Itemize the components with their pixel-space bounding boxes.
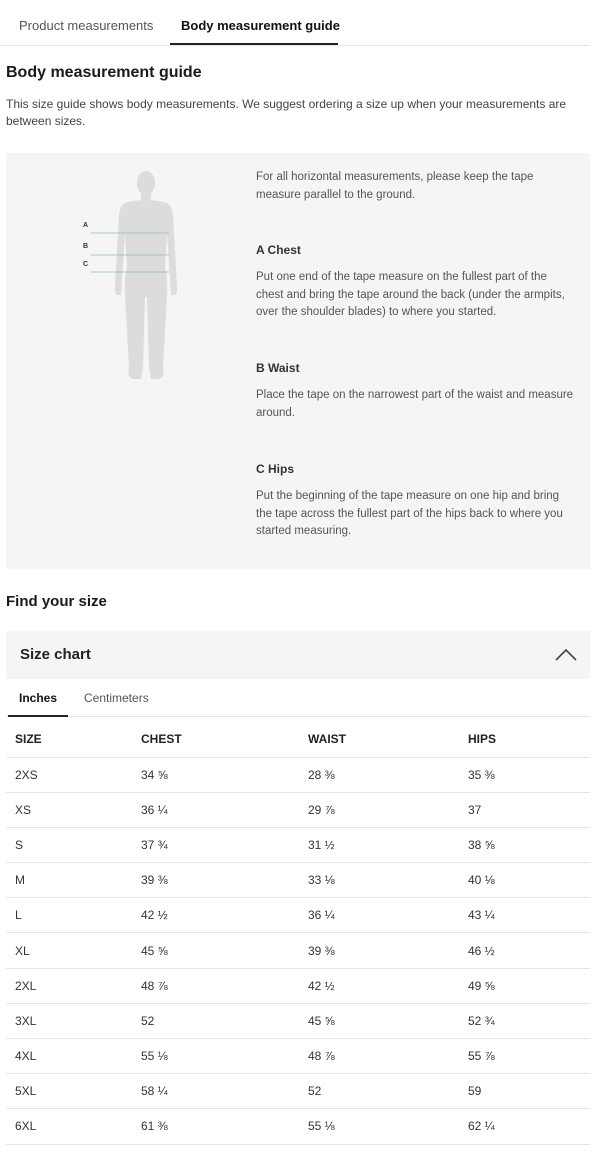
cell-size: 3XL	[6, 1003, 141, 1038]
size-chart-table	[6, 721, 590, 1145]
cell-size: L	[6, 898, 141, 933]
waist-heading: B Waist	[256, 361, 300, 375]
chest-instructions: Put one end of the tape measure on the fullest part of the chest and bring the tape around the back (under the armpits, over the shoulder blades) to where you started.	[256, 271, 565, 318]
cell-chest: 34 ⅝	[141, 757, 308, 792]
cell-hips: 52 ¾	[468, 1003, 590, 1038]
tab-inches[interactable]: Inches	[19, 691, 58, 705]
cell-size: S	[6, 827, 141, 862]
page-title: Body measurement guide	[6, 64, 202, 81]
chest-heading: A Chest	[256, 243, 301, 257]
cell-waist: 29 ⅞	[308, 792, 468, 827]
cell-chest: 42 ½	[141, 898, 308, 933]
table-row	[6, 757, 590, 792]
marker-b: B	[83, 243, 89, 250]
cell-hips: 62 ¼	[468, 1109, 590, 1144]
cell-chest: 39 ⅜	[141, 863, 308, 898]
size-chart-accordion-header[interactable]	[6, 631, 590, 679]
cell-chest: 37 ¾	[141, 827, 308, 862]
marker-c: C	[83, 261, 89, 268]
table-row	[6, 933, 590, 968]
table-header-row	[6, 721, 590, 757]
cell-size: 2XS	[6, 757, 141, 792]
active-tab-indicator	[170, 43, 338, 45]
tab-centimeters[interactable]: Centimeters	[84, 691, 149, 705]
cell-size: 5XL	[6, 1074, 141, 1109]
cell-hips: 59	[468, 1074, 590, 1109]
table-row	[6, 898, 590, 933]
cell-chest: 52	[141, 1003, 308, 1038]
cell-hips: 37	[468, 792, 590, 827]
cell-hips: 55 ⅞	[468, 1039, 590, 1074]
tab-product-measurements[interactable]: Product measurements	[19, 18, 154, 33]
cell-size: XS	[6, 792, 141, 827]
unit-tab-bar	[6, 680, 590, 717]
size-chart-label: Size chart	[20, 646, 91, 663]
header-size: SIZE	[6, 721, 141, 757]
cell-size: M	[6, 863, 141, 898]
cell-size: XL	[6, 933, 141, 968]
cell-chest: 36 ¼	[141, 792, 308, 827]
active-unit-indicator	[8, 715, 68, 717]
cell-hips: 38 ⅝	[468, 827, 590, 862]
header-hips: HIPS	[468, 721, 590, 757]
table-row	[6, 792, 590, 827]
header-waist: WAIST	[308, 721, 468, 757]
cell-waist: 39 ⅜	[308, 933, 468, 968]
cell-hips: 49 ⅝	[468, 968, 590, 1003]
cell-hips: 35 ⅜	[468, 757, 590, 792]
table-row	[6, 827, 590, 862]
waist-instructions: Place the tape on the narrowest part of the waist and measure around.	[256, 389, 574, 419]
table-row	[6, 1074, 590, 1109]
table-row	[6, 968, 590, 1003]
intro-text: This size guide shows body measurements. We suggest ordering a size up when your measurements are between sizes.	[6, 97, 567, 128]
cell-chest: 45 ⅝	[141, 933, 308, 968]
body-figure-illustration	[81, 167, 181, 387]
cell-waist: 33 ⅛	[308, 863, 468, 898]
cell-chest: 55 ⅛	[141, 1039, 308, 1074]
tab-body-measurement-guide[interactable]: Body measurement guide	[181, 18, 340, 33]
chevron-up-icon[interactable]	[554, 648, 578, 662]
hips-heading: C Hips	[256, 462, 295, 476]
top-tab-bar	[0, 0, 590, 46]
marker-a: A	[83, 222, 89, 229]
cell-size: 2XL	[6, 968, 141, 1003]
cell-waist: 36 ¼	[308, 898, 468, 933]
cell-chest: 58 ¼	[141, 1074, 308, 1109]
cell-chest: 61 ⅜	[141, 1109, 308, 1144]
cell-waist: 31 ½	[308, 827, 468, 862]
table-row	[6, 863, 590, 898]
cell-chest: 48 ⅞	[141, 968, 308, 1003]
cell-waist: 52	[308, 1074, 468, 1109]
cell-hips: 40 ⅛	[468, 863, 590, 898]
table-row	[6, 1039, 590, 1074]
table-row	[6, 1109, 590, 1144]
cell-waist: 45 ⅝	[308, 1003, 468, 1038]
guide-intro: For all horizontal measurements, please keep the tape measure parallel to the ground.	[256, 171, 534, 201]
find-size-title: Find your size	[6, 593, 107, 610]
cell-waist: 42 ½	[308, 968, 468, 1003]
cell-waist: 55 ⅛	[308, 1109, 468, 1144]
table-row	[6, 1003, 590, 1038]
header-chest: CHEST	[141, 721, 308, 757]
cell-size: 6XL	[6, 1109, 141, 1144]
hips-instructions: Put the beginning of the tape measure on one hip and bring the tape across the fullest part of the hips back to where you started measuring.	[256, 490, 563, 537]
cell-waist: 28 ⅜	[308, 757, 468, 792]
cell-waist: 48 ⅞	[308, 1039, 468, 1074]
cell-hips: 43 ¼	[468, 898, 590, 933]
cell-hips: 46 ½	[468, 933, 590, 968]
cell-size: 4XL	[6, 1039, 141, 1074]
